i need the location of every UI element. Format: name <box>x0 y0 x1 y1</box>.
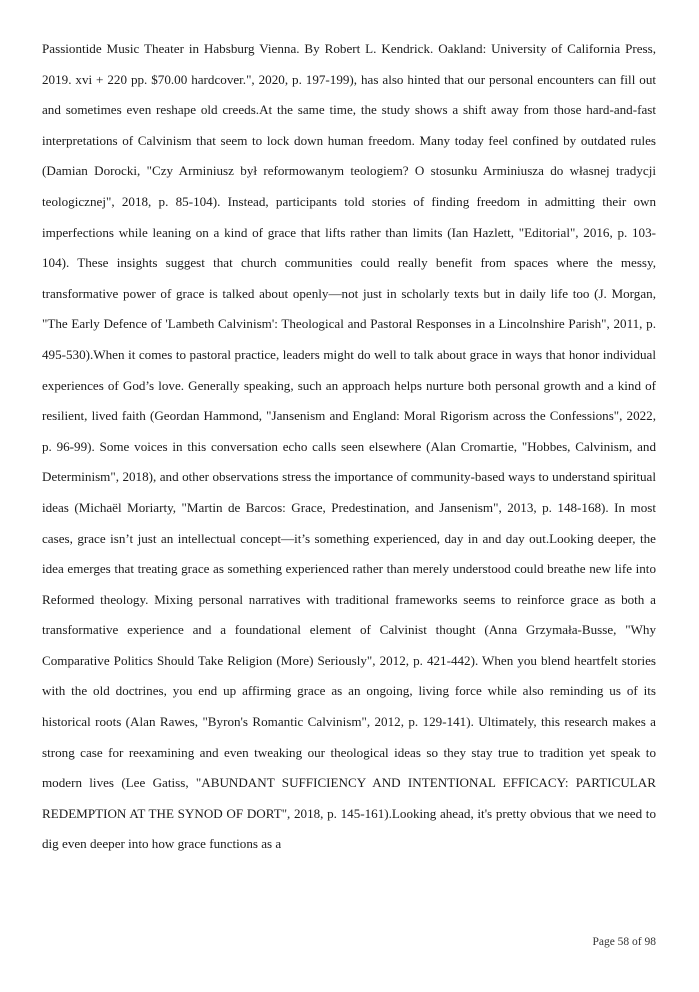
body-paragraph: Passiontide Music Theater in Habsburg Vienna. By Robert L. Kendrick. Oakland: University of California Press, 2019. xvi + 220 pp. $70.00 hardcover.", 2020, p. 197-199), has also hinted that our personal encounters can fill out and sometimes even reshape old creeds.At the same time, the study shows a shift away from those hard-and-fast interpretations of Calvinism that seem to lock down human freedom. Many today feel confined by outdated rules (Damian Dorocki, "Czy Arminiusz był reformowanym teologiem? O stosunku Arminiusza do własnej tradycji teologicznej", 2018, p. 85-104). Instead, participants told stories of finding freedom in admitting their own imperfections while leaning on a kind of grace that lifts rather than limits (Ian Hazlett, "Editorial", 2016, p. 103-104). These insights suggest that church communities could really benefit from spaces where the messy, transformative power of grace is talked about openly—not just in scholarly texts but in daily life too (J. Morgan, "The Early Defence of 'Lambeth Calvinism': Theological and Pastoral Responses in a Lincolnshire Parish", 2011, p. 495-530).When it comes to pastoral practice, leaders might do well to talk about grace in ways that honor individual experiences of God’s love. Generally speaking, such an approach helps nurture both personal growth and a kind of resilient, lived faith (Geordan Hammond, "Jansenism and England: Moral Rigorism across the Confessions", 2022, p. 96-99). Some voices in this conversation echo calls seen elsewhere (Alan Cromartie, "Hobbes, Calvinism, and Determinism", 2018), and other observations stress the importance of community-based ways to understand spiritual ideas (Michaël Moriarty, "Martin de Barcos: Grace, Predestination, and Jansenism", 2013, p. 148-168). In most cases, grace isn’t just an intellectual concept—it’s something experienced, day in and day out.Looking deeper, the idea emerges that treating grace as something experienced rather than merely understood could breathe new life into Reformed theology. Mixing personal narratives with traditional frameworks seems to reinforce grace as both a transformative experience and a foundational element of Calvinist thought (Anna Grzymała-Busse, "Why Comparative Politics Should Take Religion (More) Seriously", 2012, p. 421-442). When you blend heartfelt stories with the old doctrines, you end up affirming grace as an ongoing, living force while also reminding us of its historical roots (Alan Rawes, "Byron's Romantic Calvinism", 2012, p. 129-141). Ultimately, this research makes a strong case for reexamining and even tweaking our theological ideas so they stay true to tradition yet speak to modern lives (Lee Gatiss, "ABUNDANT SUFFICIENCY AND INTENTIONAL EFFICACY: PARTICULAR REDEMPTION AT THE SYNOD OF DORT", 2018, p. 145-161).Looking ahead, it's pretty obvious that we need to dig even deeper into how grace functions as a <box>42 41 656 852</box>
page-number: Page 58 of 98 <box>592 936 656 948</box>
